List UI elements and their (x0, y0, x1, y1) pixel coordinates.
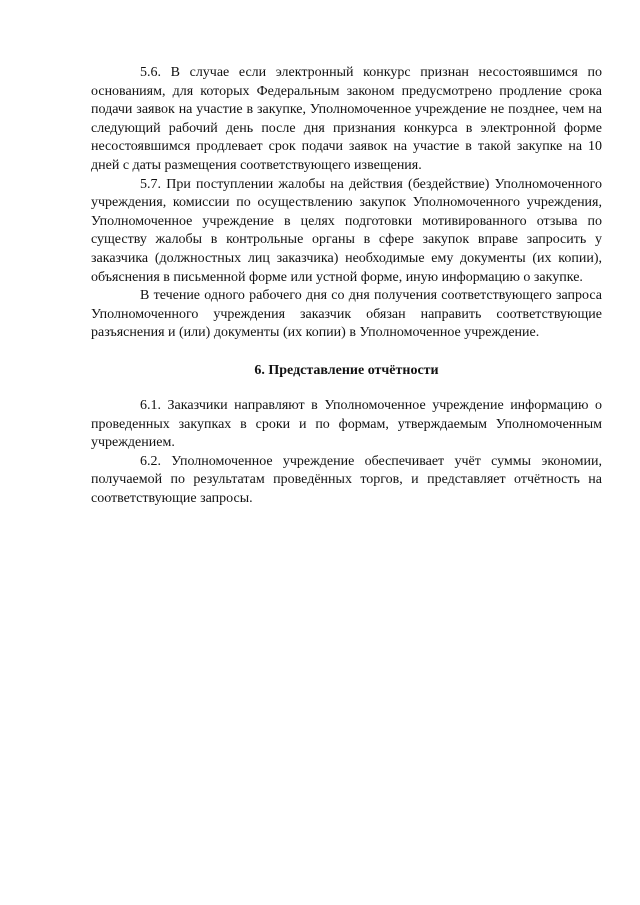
paragraph-6-2: 6.2. Уполномоченное учреждение обеспечивает учёт суммы экономии, получаемой по результатам проведённых торгов, и представляет отчётность на соответствующие запросы. (91, 453, 602, 506)
paragraph-6-1: 6.1. Заказчики направляют в Уполномоченное учреждение информацию о проведенных закупках в сроки и по формам, утверждаемым Уполномоченным учреждением. (91, 397, 602, 451)
document-page (91, 64, 602, 508)
section-6-title: 6. Представление отчётности (254, 362, 439, 378)
paragraph-5-7-continued: В течение одного рабочего дня со дня получения соответствующего запроса Уполномоченного учреждения заказчик обязан направить соответствующие разъяснения и (или) документы (их копии) в Уполномоченное учреждение. (91, 288, 602, 341)
paragraph-5-6: 5.6. В случае если электронный конкурс признан несостоявшимся по основаниям, для которых Федеральным законом предусмотрено продление срока подачи заявок на участие в закупке, Уполномоченное учреждение не позднее, чем на следующий рабочий день после дня признания конкурса в электронной форме несостоявшимся продлевает срок подачи заявок на участие в такой закупке на 10 дней с даты размещения соответствующего извещения. (91, 65, 602, 173)
paragraph-5-7: 5.7. При поступлении жалобы на действия (бездействие) Уполномоченного учреждения, комиссии по осуществлению закупок Уполномоченного учреждения, Уполномоченное учреждение в целях подготовки мотивированного отзыва по существу жалобы в контрольные органы в сфере закупок вправе запросить у заказчика (должностных лиц заказчика) необходимые ему документы (их копии), объяснения в письменной форме или устной форме, иную информацию о закупке. (91, 176, 602, 285)
